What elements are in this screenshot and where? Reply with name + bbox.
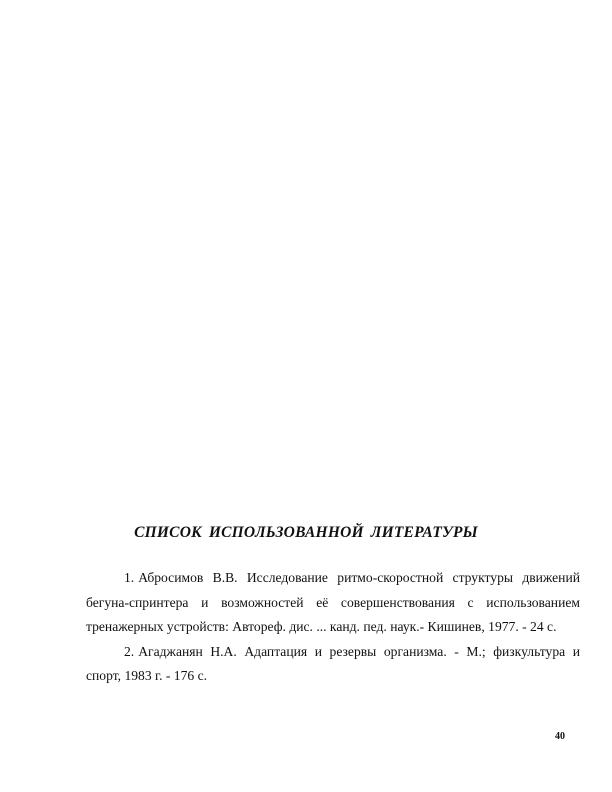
bibliography-heading: СПИСОК ИСПОЛЬЗОВАННОЙ ЛИТЕРАТУРЫ [134, 524, 478, 541]
reference-text: Абросимов В.В. Исследование ритмо-скоростной структуры движений бегуна-спринтера и возможностей её совершенствования с использованием тренажерных устройств: Автореф. дис. ... канд. пед. наук.- Кишинев, 1977. - 24 с. [86, 570, 580, 634]
reference-item [86, 566, 580, 640]
reference-item [86, 640, 580, 689]
reference-number: 1. [124, 570, 135, 585]
reference-list [86, 566, 580, 689]
reference-text: Агаджанян Н.А. Адаптация и резервы организма. - М.; физкультура и спорт, 1983 г. - 176 с. [86, 643, 580, 683]
page-number: 40 [555, 731, 565, 742]
reference-number: 2. [124, 643, 135, 659]
